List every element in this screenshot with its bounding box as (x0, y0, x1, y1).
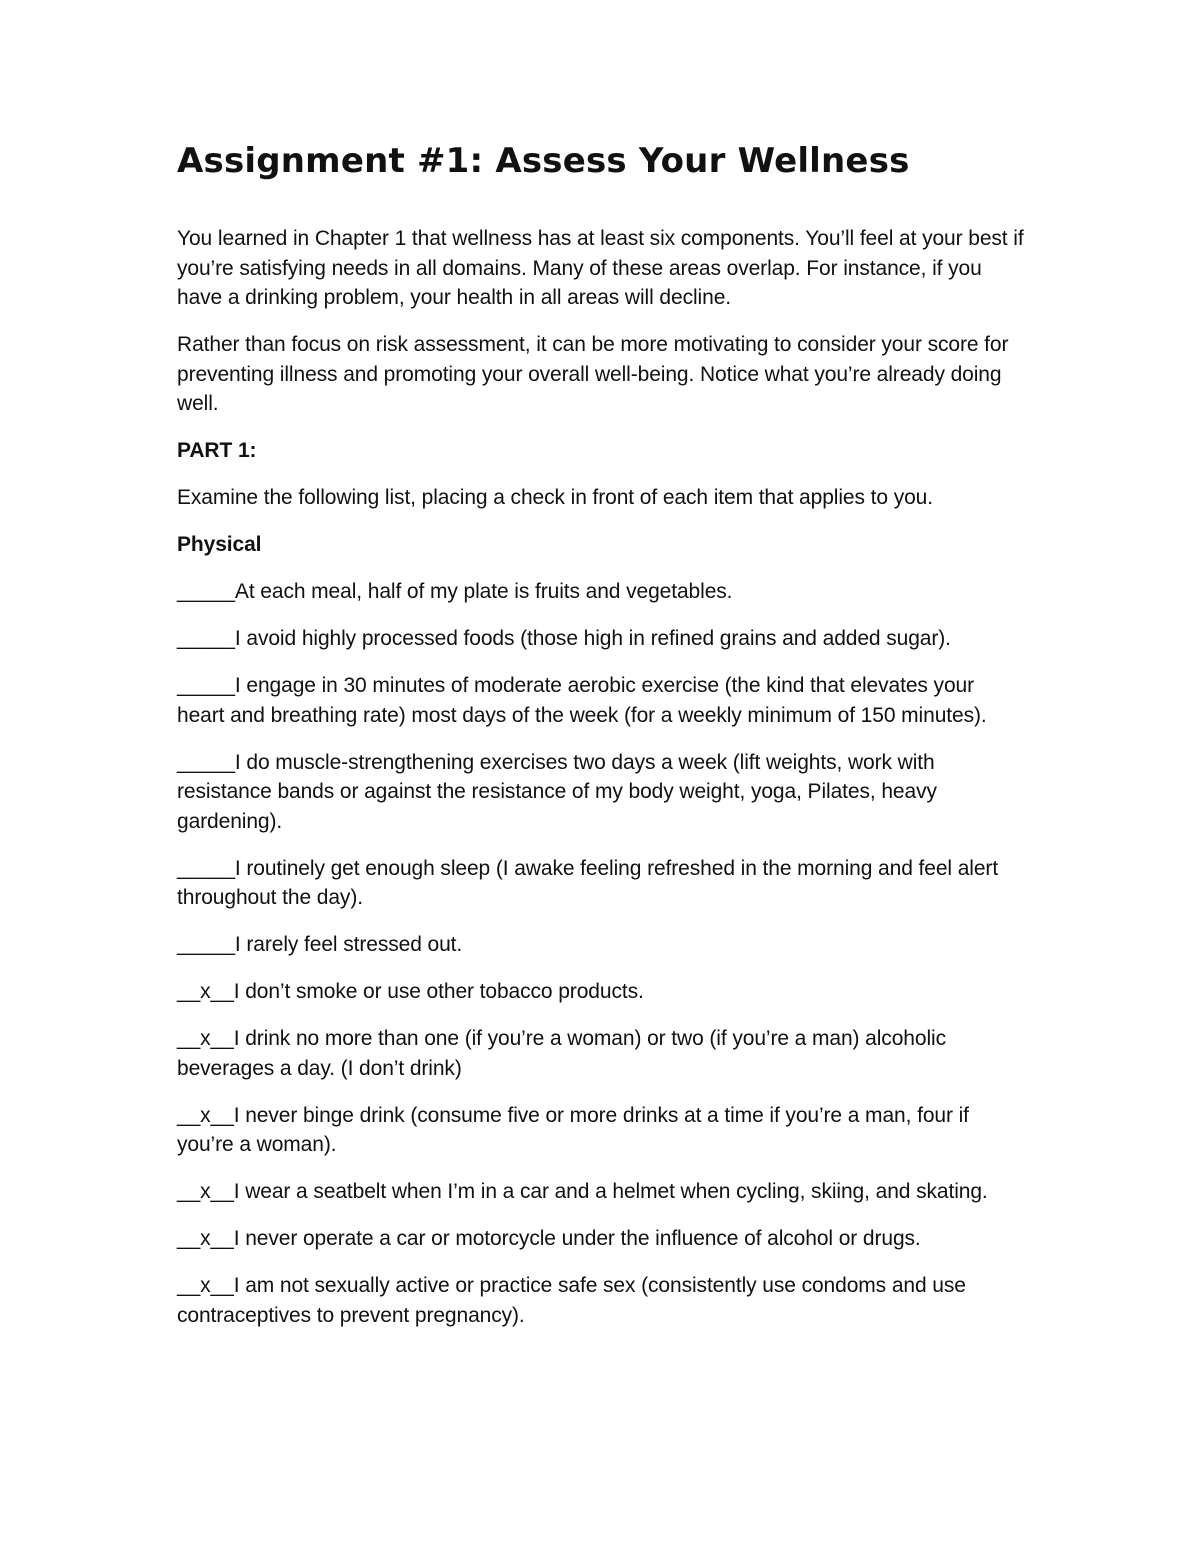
check-blank[interactable]: __x__ (177, 1180, 234, 1203)
checklist-item (177, 930, 1027, 960)
checklist-item (177, 1224, 1027, 1254)
check-blank[interactable]: _____ (177, 627, 235, 650)
checklist-item (177, 977, 1027, 1007)
checklist-item (177, 1177, 1027, 1207)
check-blank[interactable]: _____ (177, 750, 235, 774)
check-blank[interactable]: _____ (177, 674, 235, 697)
checklist-item-text: At each meal, half of my plate is fruits and vegetables. (234, 580, 733, 603)
check-blank[interactable]: __x__ (177, 1027, 234, 1050)
checklist-item (177, 1024, 1027, 1083)
checklist-item-text: I do muscle-strengthening exercises two days a week (lift weights, work with resistance bands or against the resistance of my body weight, yoga, Pilates, heavy gardening). (177, 750, 937, 833)
checklist-item-text: I avoid highly processed foods (those high in refined grains and added sugar). (234, 627, 951, 650)
checklist-item-text: I never operate a car or motorcycle under the influence of alcohol or drugs. (233, 1227, 921, 1250)
checklist-item-text: I routinely get enough sleep (I awake feeling refreshed in the morning and feel alert throughout the day). (177, 856, 999, 909)
checklist-item (177, 748, 1027, 837)
intro-paragraph-2: Rather than focus on risk assessment, it can be more motivating to consider your score for preventing illness and promoting your overall well-being. Notice what you’re already doing well. (177, 333, 1009, 415)
check-blank[interactable]: _____ (177, 580, 235, 603)
check-blank[interactable]: __x__ (177, 1227, 234, 1250)
checklist-item-text: I don’t smoke or use other tobacco products. (233, 980, 644, 1003)
checklist-item-text: I never binge drink (consume five or more drinks at a time if you’re a man, four if you’re a woman). (177, 1103, 969, 1156)
checklist-item (177, 671, 1027, 730)
check-blank[interactable]: __x__ (177, 1103, 234, 1127)
intro-paragraph-1: You learned in Chapter 1 that wellness has at least six components. You’ll feel at your best if you’re satisfying needs in all domains. Many of these areas overlap. For instance, if you have a drinking problem, your health in all areas will decline. (177, 227, 1024, 309)
checklist-item (177, 1101, 1027, 1160)
checklist-item (177, 854, 1027, 913)
instructions-text: Examine the following list, placing a check in front of each item that applies to you. (177, 486, 933, 509)
checklist-item (177, 624, 1027, 654)
check-blank[interactable]: __x__ (177, 1274, 234, 1297)
document-title: Assignment #1: Assess Your Wellness (177, 141, 910, 181)
checklist-item-text: I rarely feel stressed out. (234, 933, 463, 956)
check-blank[interactable]: _____ (177, 933, 235, 956)
checklist-item (177, 577, 1027, 607)
part-heading: PART 1: (177, 439, 257, 462)
checklist-item-text: I wear a seatbelt when I’m in a car and a helmet when cycling, skiing, and skating. (233, 1180, 988, 1203)
checklist-item-text: I engage in 30 minutes of moderate aerobic exercise (the kind that elevates your heart and breathing rate) most days of the week (for a weekly minimum of 150 minutes). (177, 674, 987, 727)
checklist-item-text: I drink no more than one (if you’re a woman) or two (if you’re a man) alcoholic beverages a day. (I don’t drink) (177, 1027, 946, 1080)
checklist-item-text: I am not sexually active or practice safe sex (consistently use condoms and use contraceptives to prevent pregnancy). (177, 1274, 966, 1327)
checklist-item (177, 1271, 1027, 1330)
check-blank[interactable]: _____ (177, 856, 235, 880)
section-heading-physical: Physical (177, 533, 262, 556)
check-blank[interactable]: __x__ (177, 980, 234, 1003)
document-page (177, 138, 1027, 1348)
